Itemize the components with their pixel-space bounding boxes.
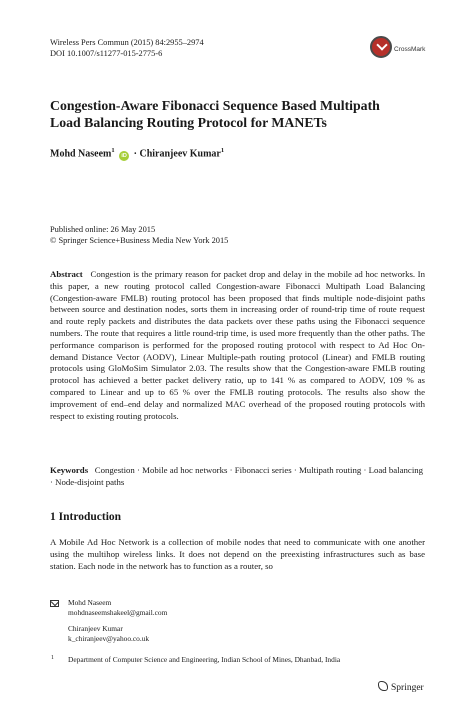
orcid-icon[interactable]: iD [119, 151, 129, 161]
affiliation-marker: 1 [111, 147, 115, 154]
author-name: Mohd Naseem [50, 148, 112, 160]
title-line-1: Congestion-Aware Fibonacci Sequence Based Multipath [50, 98, 380, 113]
affiliation-number: 1 [51, 655, 54, 661]
intro-paragraph: A Mobile Ad Hoc Network is a collection of mobile nodes that need to communicate with one another using the multihop wireless links. It does not depend on the preexisting infrastructures such as base station. Each node in the network has to function as a router, so [50, 537, 425, 571]
envelope-icon [50, 600, 59, 607]
abstract-text: Congestion is the primary reason for packet drop and delay in the mobile ad hoc networks. In this paper, a new routing protocol called Congestion-aware Fibonacci Multipath Load Balancing (Congestion-aware FMLB) routing protocol has been proposed that finds multiple node-disjoint paths between source and destination nodes, sorts them in increasing order of round-trip time of route request and route reply packets and distributes the data packets over these paths using the Fibonacci sequence numbers. The route that requires a little round-trip time, is used more frequently than the other paths. The performance comparison is performed for the proposed routing protocol with respect to Ad Hoc On-demand Distance Vector (AODV), Linear Multiple-path routing protocol (Linear) and FMLB routing protocols using GloMoSim Simulator 2.03. The results show that the Congestion-aware FMLB routing protocol has achieved a better packet delivery ratio, up to 141 % as compared to AODV, 109 % as compared to Linear and up to 65 % over the FMLB routing protocols. The results also show the improvement of end–end delay and normalized MAC overhead of the proposed routing protocols with respect to existing routing protocols. [50, 269, 425, 421]
crossmark-badge[interactable] [366, 36, 426, 66]
affiliation-text: Department of Computer Science and Engineering, Indian School of Mines, Dhanbad, India [68, 655, 341, 664]
journal-header [50, 37, 204, 59]
publication-info [50, 224, 228, 246]
title-line-2: Load Balancing Routing Protocol for MANETs [50, 115, 327, 130]
contact-email[interactable]: mohdnaseemshakeel@gmail.com [68, 608, 168, 617]
abstract-block [50, 269, 425, 422]
author-name: Chiranjeev Kumar [139, 148, 221, 160]
keywords-block [50, 465, 425, 489]
journal-doi[interactable]: DOI 10.1007/s11277-015-2775-6 [50, 49, 163, 58]
springer-horse-icon [378, 681, 388, 691]
crossmark-icon [370, 36, 392, 58]
affiliation-marker: 1 [220, 147, 225, 154]
abstract-label: Abstract [50, 269, 83, 279]
published-date: Published online: 26 May 2015 [50, 225, 156, 234]
corresponding-contacts [68, 598, 408, 644]
keywords-label: Keywords [50, 465, 89, 475]
author-list [50, 147, 224, 161]
crossmark-label: CrossMark [394, 46, 426, 53]
journal-citation: Wireless Pers Commun (2015) 84:2955–2974 [50, 38, 204, 47]
author-separator: · [133, 148, 137, 160]
publisher-name: Springer [391, 683, 424, 693]
publisher-logo [378, 681, 424, 693]
section-heading: 1 Introduction [50, 511, 122, 523]
paper-title [50, 97, 430, 131]
contact-name: Mohd Naseem [68, 598, 112, 607]
copyright-notice: © Springer Science+Business Media New York 2015 [50, 236, 229, 245]
contact-name: Chiranjeev Kumar [68, 624, 123, 633]
keywords-text: Congestion · Mobile ad hoc networks · Fibonacci series · Multipath routing · Load balancing · Node-disjoint paths [50, 465, 424, 487]
contact-email[interactable]: k_chiranjeev@yahoo.co.uk [68, 634, 150, 643]
